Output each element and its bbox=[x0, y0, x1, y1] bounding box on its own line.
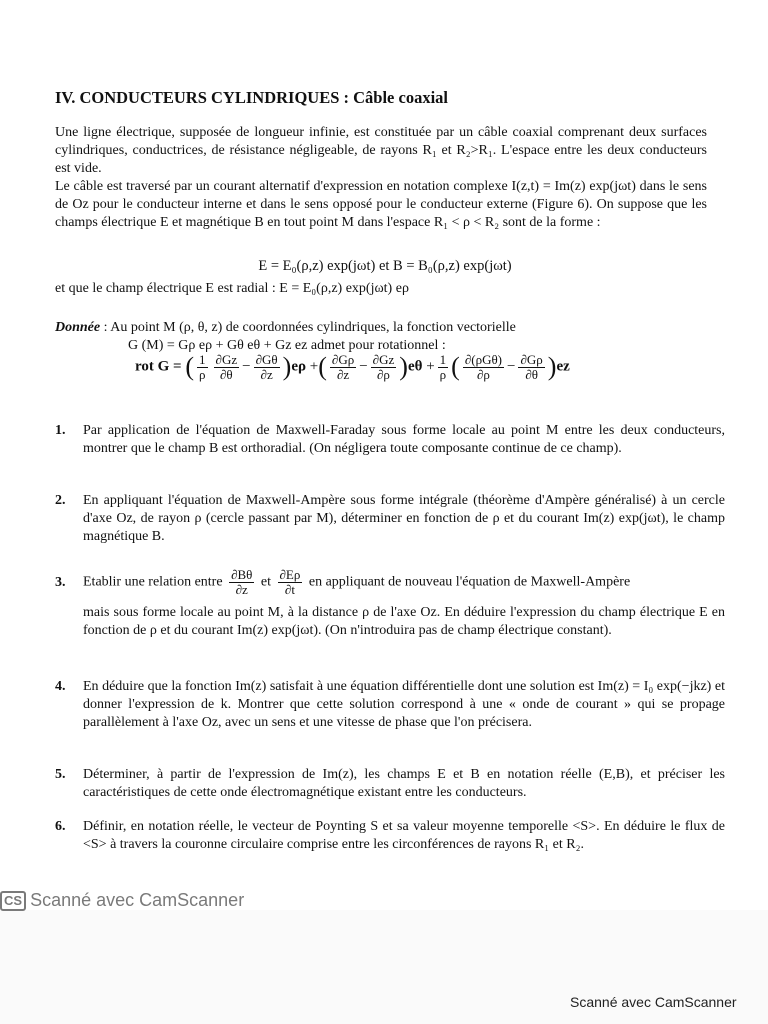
question-3 bbox=[55, 568, 725, 660]
curl-frac: $\frac{1}{\rho}$ bbox=[199, 351, 206, 382]
camscanner-logo-icon: CS bbox=[0, 891, 26, 911]
section-title: IV. CONDUCTEURS CYLINDRIQUES : Câble coaxial bbox=[55, 88, 448, 107]
given-label: Donnée bbox=[55, 320, 101, 335]
curl-label: rot G = bbox=[135, 358, 182, 375]
given-text: : Au point M (ρ, θ, z) de coordonnées cylindriques, la fonction vectorielle bbox=[103, 320, 516, 335]
question-text: mais sous forme locale au point M, à la distance ρ de l'axe Oz. En déduire l'expression du champ électrique E en fonction de ρ et du courant Im(z) exp(jωt). (On n'introduira pas de champ électrique constant). bbox=[83, 605, 725, 638]
question-number: 3. bbox=[55, 575, 66, 590]
camscanner-text: Scanné avec CamScanner bbox=[30, 890, 245, 910]
question-3-first-line: Etablir une relation entre $\frac{\partial B\theta}{\partial z}$ et $\frac{\partial E\rho}{\partial t}$ en appliquant de nouveau l'équation de Maxwell-Ampère bbox=[83, 567, 631, 597]
curl-frac: $\frac{\partial G\rho}{\partial z}$ bbox=[331, 351, 355, 382]
curl-frac: $\frac{\partial G\theta}{\partial z}$ bbox=[255, 351, 278, 382]
question-text: Déterminer, à partir de l'expression de Im(z), les champs E et B en notation réelle (E,B), et préciser les caractéristiques de cette onde électromagnétique existant entre les conducteurs. bbox=[83, 767, 725, 800]
curl-formula: rot G = ( $\frac{1}{\rho}$ $\frac{\partial Gz}{\partial\theta}$ − $\frac{\partial G\theta}{\partial z}$ )eρ +( $\frac{\partial G\rho}{\partial z}$ − $\frac{\partial Gz}{\partial\rho}$ )eθ + $\frac{1}{\rho}$ ( $\frac{\text{∂(ρGθ)}}{\partial\rho}$ − $\frac{\partial G\rho}{\partial\theta}$ )ez bbox=[135, 351, 570, 382]
curl-frac: $\frac{\text{∂(ρGθ)}}{\partial\rho}$ bbox=[464, 351, 503, 382]
radial-field-statement: et que le champ électrique E est radial : E = E₀(ρ,z) exp(jωt) eρ bbox=[55, 281, 409, 296]
camscanner-watermark bbox=[0, 890, 244, 910]
question-text: En déduire que la fonction Im(z) satisfait à une équation différentielle dont une solution est Im(z) = I₀ exp(−jkz) et donner l'expression de k. Montrer que cette solution correspond à une « onde de courant » qui se propage parallèlement à l'axe Oz, avec un sens et une vitesse de phase que l'on précisera. bbox=[83, 679, 725, 730]
curl-frac: $\frac{\partial Gz}{\partial\theta}$ bbox=[215, 351, 238, 382]
question-number: 5. bbox=[55, 767, 66, 782]
question-6 bbox=[55, 818, 725, 874]
question-number: 4. bbox=[55, 679, 66, 694]
intro-paragraph-2: Le câble est traversé par un courant alternatif d'expression en notation complexe I(z,t) = Im(z) exp(jωt) dans le sens de Oz pour le conducteur interne et dans le sens opposé pour le conducteur externe (Figure 6). On suppose que les champs électrique E et magnétique B en tout point M dans l'espace R₁ < ρ < R₂ sont de la forme : bbox=[55, 179, 707, 230]
given-line-2: G (M) = Gρ eρ + Gθ eθ + Gz ez admet pour rotationnel : bbox=[128, 338, 446, 353]
camscanner-footer-label: Scanné avec CamScanner bbox=[570, 994, 737, 1010]
intro-paragraph-1: Une ligne électrique, supposée de longueur infinie, est constituée par un câble coaxial comprenant deux surfaces cylindriques, conductrices, de résistance négligeable, de rayons R₁ et R₂>R₁. L'espace entre les deux conducteurs est vide. bbox=[55, 125, 707, 176]
question-number: 6. bbox=[55, 819, 66, 834]
question-text: En appliquant l'équation de Maxwell-Ampère sous forme intégrale (théorème d'Ampère généralisé) à un cercle d'axe Oz, de rayon ρ (cercle passant par M), déterminer en fonction de ρ et du courant Im(z) exp(jωt), le champ magnétique B. bbox=[83, 493, 725, 544]
question-4 bbox=[55, 678, 725, 752]
question-number: 1. bbox=[55, 423, 66, 438]
question-2 bbox=[55, 492, 725, 548]
question-1 bbox=[55, 422, 725, 478]
curl-frac: $\frac{\partial G\rho}{\partial\theta}$ bbox=[520, 351, 543, 382]
curl-frac: $\frac{1}{\rho}$ bbox=[439, 351, 447, 382]
question-5 bbox=[55, 766, 725, 804]
question-text: Par application de l'équation de Maxwell-Faraday sous forme locale au point M entre les deux conducteurs, montrer que le champ B est orthoradial. (On négligera toute composante continue de ce champ). bbox=[83, 423, 725, 456]
given-line-1 bbox=[55, 320, 516, 336]
question-text: Définir, en notation réelle, le vecteur de Poynting S et sa valeur moyenne temporelle <S>. En déduire le flux de <S> à travers la couronne circulaire comprise entre les circonférences de rayons R₁ et R₂. bbox=[83, 819, 725, 852]
field-formula: E = E₀(ρ,z) exp(jωt) et B = B₀(ρ,z) exp(jωt) bbox=[258, 258, 512, 274]
question-number: 2. bbox=[55, 493, 66, 508]
curl-frac: $\frac{\partial Gz}{\partial\rho}$ bbox=[372, 351, 395, 382]
